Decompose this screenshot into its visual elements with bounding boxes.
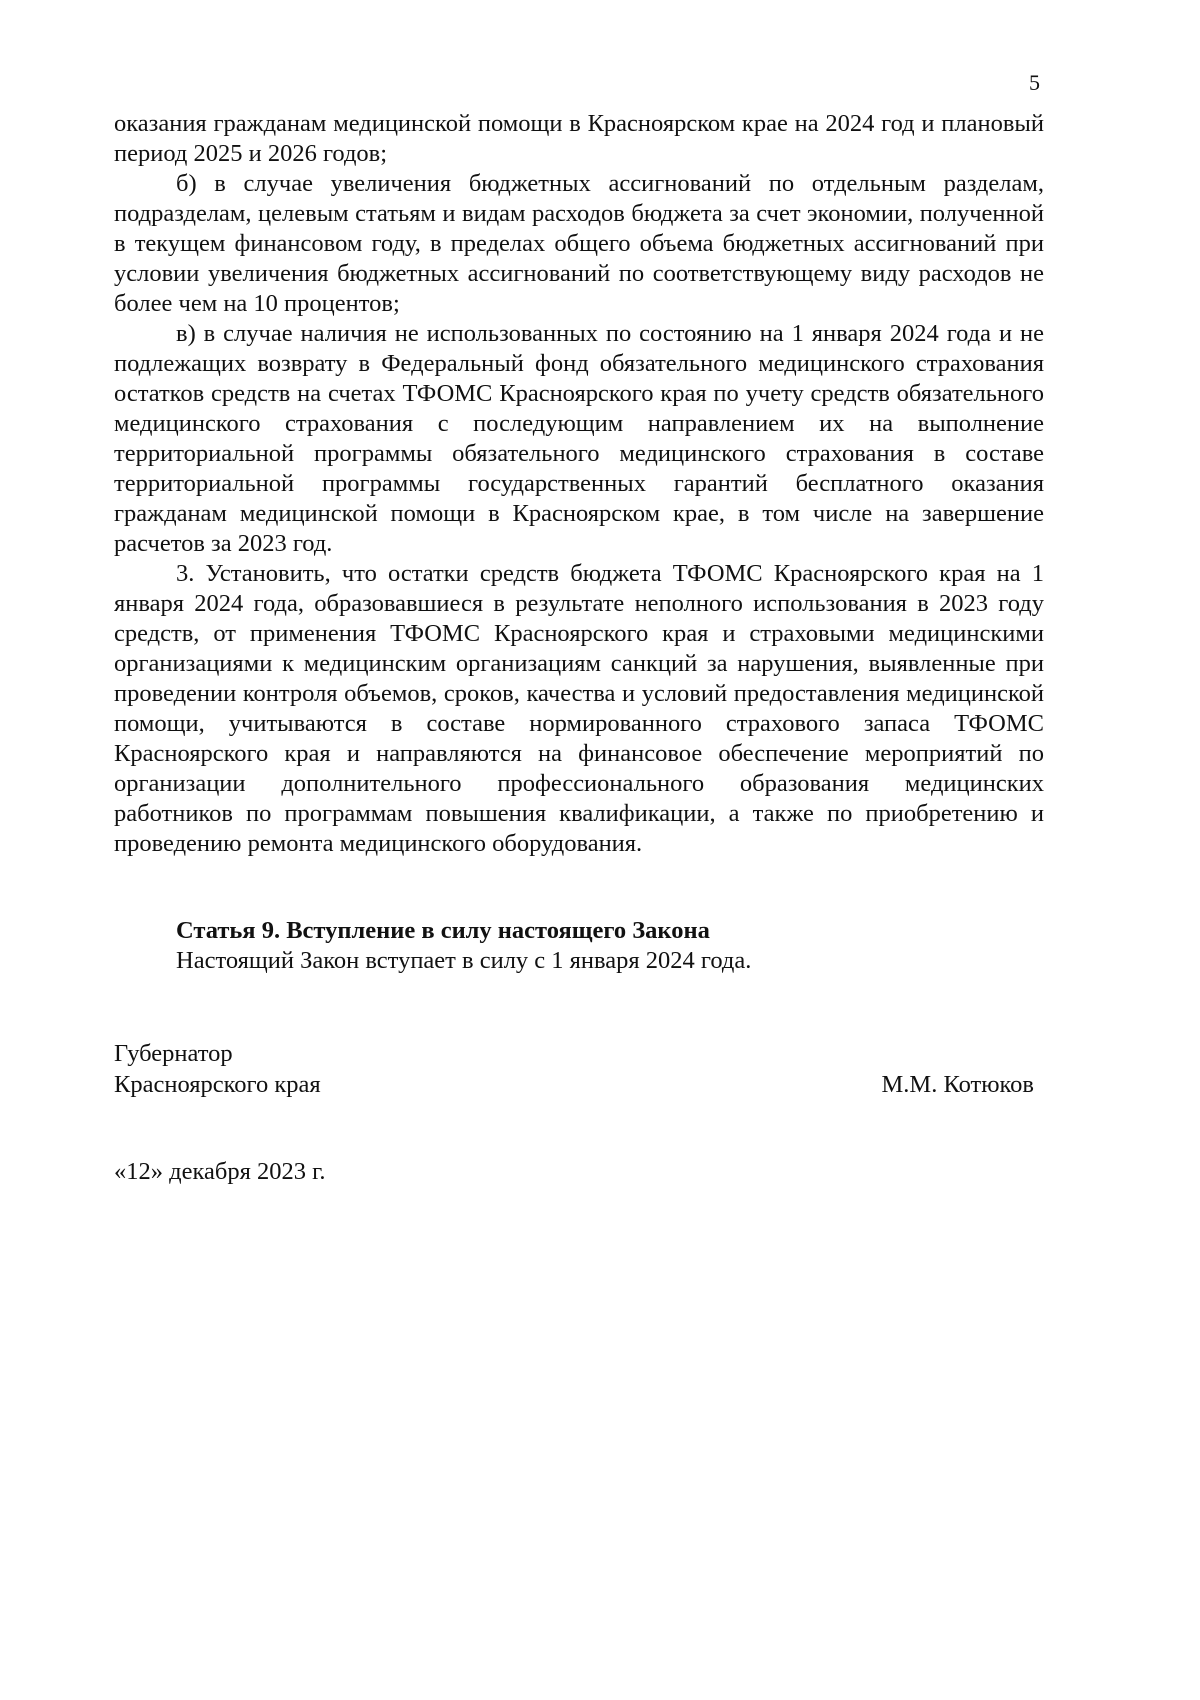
paragraph-continuation: оказания гражданам медицинской помощи в Красноярском крае на 2024 год и плановый период 2025 и 2026 годов; (114, 110, 1044, 167)
signatory-position-line-2: Красноярского края (114, 1071, 321, 1098)
paragraph-item-b: б) в случае увеличения бюджетных ассигнований по отдельным разделам, подразделам, целевым статьям и видам расходов бюджета за счет экономии, полученной в текущем финансовом году, в пределах общего объема бюджетных ассигнований при условии увеличения бюджетных ассигнований по соответствующему виду расходов не более чем на 10 процентов; (114, 170, 1044, 317)
signatory-name: М.М. Котюков (881, 1071, 1034, 1098)
signatory-position-line-1: Губернатор (114, 1040, 233, 1067)
paragraph-item-v: в) в случае наличия не использованных по состоянию на 1 января 2024 года и не подлежащих возврату в Федеральный фонд обязательного медицинского страхования остатков средств на счетах ТФОМС Красноярского края по учету средств обязательного медицинского страхования с последующим направлением их на выполнение территориальной программы обязательного медицинского страхования в составе территориальной программы государственных гарантий бесплатного оказания гражданам медицинской помощи в Красноярском крае, в том числе на завершение расчетов за 2023 год. (114, 320, 1044, 557)
article-text: Настоящий Закон вступает в силу с 1 января 2024 года. (176, 947, 752, 974)
paragraph-point-3: 3. Установить, что остатки средств бюджета ТФОМС Красноярского края на 1 января 2024 года, образовавшиеся в результате неполного использования в 2023 году средств, от применения ТФОМС Красноярского края и страховыми медицинскими организациями к медицинским организациям санкций за нарушения, выявленные при проведении контроля объемов, сроков, качества и условий предоставления медицинской помощи, учитываются в составе нормированного страхового запаса ТФОМС Красноярского края и направляются на финансовое обеспечение мероприятий по организации дополнительного профессионального образования медицинских работников по программам повышения квалификации, а также по приобретению и проведению ремонта медицинского оборудования. (114, 560, 1044, 857)
article-title: Статья 9. Вступление в силу настоящего Закона (176, 917, 710, 944)
body-text (114, 109, 1044, 859)
page-number: 5 (1029, 70, 1040, 95)
article-9 (114, 916, 1044, 976)
signatory-position (114, 1038, 321, 1100)
signing-date: «12» декабря 2023 г. (114, 1158, 326, 1185)
